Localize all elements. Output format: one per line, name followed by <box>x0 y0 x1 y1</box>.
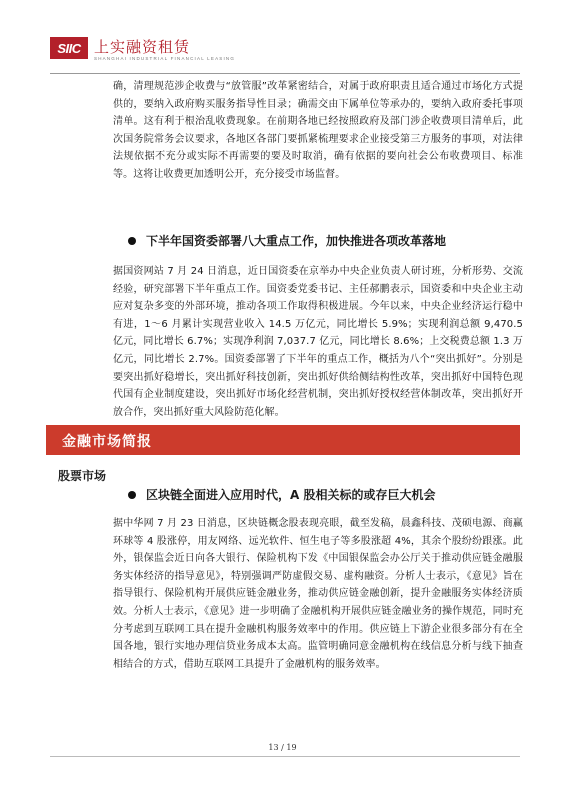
page-number: 13 / 19 <box>268 743 297 752</box>
subsection-title: 股票市场 <box>58 469 107 483</box>
banner-title: 金融市场简报 <box>62 434 152 450</box>
company-logo: SIIC <box>50 37 88 59</box>
bullet-icon <box>128 237 136 245</box>
footer-divider <box>50 756 520 757</box>
section-body-blockchain: 据中华网 7 月 23 日消息，区块链概念股表现亮眼，截至发稿，晨鑫科技、茂硕电源、商赢环球等 4 股涨停，用友网络、远光软件、恒生电子等多股涨超 4%，其余个股纷纷跟涨。此外，银保监会近日向各大银行、保险机构下发《中国银保监会办公厅关于推动供应链金融服务实体经济的指导意见》，特别强调严防虚假交易、虚构融资。分析人士表示，《意见》旨在指导银行、保险机构开展供应链金融业务，推动供应链金融创新，提升金融服务实体经济质效。分析人士表示，《意见》进一步明确了金融机构开展供应链金融业务的操作规范，同时充分考虑到互联网工具在提升金融机构服务效率中的作用。供应链上下游企业很多部分有在全国各地，银行实地办理信贷业务成本太高。监管明确同意金融机构在线信息分析与线下抽查相结合的方式，借助互联网工具提升了金融机构的服务效率。 <box>113 518 523 670</box>
section-body-soe: 据国资网站 7 月 24 日消息，近日国资委在京举办中央企业负责人研讨班，分析形势、交流经验，研究部署下半年重点工作。国资委党委书记、主任郝鹏表示，国资委和中央企业主动应对复杂多变的外部环境，推动各项工作取得积极进展。今年以来，中央企业经济运行稳中有进，1～6 月累计实现营业收入 14.5 万亿元，同比增长 5.9%；实现利润总额 9,470.5 亿元，同比增长 6.7%；实现净利润 7,037.7 亿元，同比增长 8.6%；上交税费总额 1.3 万亿元，同比增长 2.7%。国资委部署了下半年的重点工作，概括为八个“突出抓好”。分别是要突出抓好稳增长，突出抓好科技创新，突出抓好供给侧结构性改革，突出抓好中国特色现代国有企业制度建设，突出抓好市场化经营机制，突出抓好授权经营体制改革，突出抓好开放合作，突出抓好重大风险防范化解。 <box>113 266 523 418</box>
bullet-icon <box>128 491 136 499</box>
section-heading-blockchain: 区块链全面进入应用时代，A 股相关标的或存巨大机会 <box>146 488 436 502</box>
company-english-name: SHANGHAI INDUSTRIAL FINANCIAL LEASING <box>94 56 236 61</box>
section-heading-soe: 下半年国资委部署八大重点工作，加快推进各项改革落地 <box>146 234 447 248</box>
header-divider <box>50 73 520 74</box>
intro-paragraph: 确，清理规范涉企收费与“放管服”改革紧密结合，对属于政府职责且适合通过市场化方式提供的，要纳入政府购买服务指导性目录；确需交由下属单位等承办的，要纳入政府委托事项清单。这有利于根治乱收费现象。在前期各地已经按照政府及部门涉企收费项目清单后，此次国务院常务会议要求，各地区各部门要抓紧梳理要求企业接受第三方服务的事项，对法律法规依据不充分或实际不再需要的要及时取消，确有依据的要向社会公布收费项目、标准等。这将让收费更加透明公开，充分接受市场监督。 <box>113 81 523 180</box>
section-banner <box>46 425 520 455</box>
page-header <box>50 33 520 73</box>
company-name: 上实融资租赁 <box>94 38 191 56</box>
